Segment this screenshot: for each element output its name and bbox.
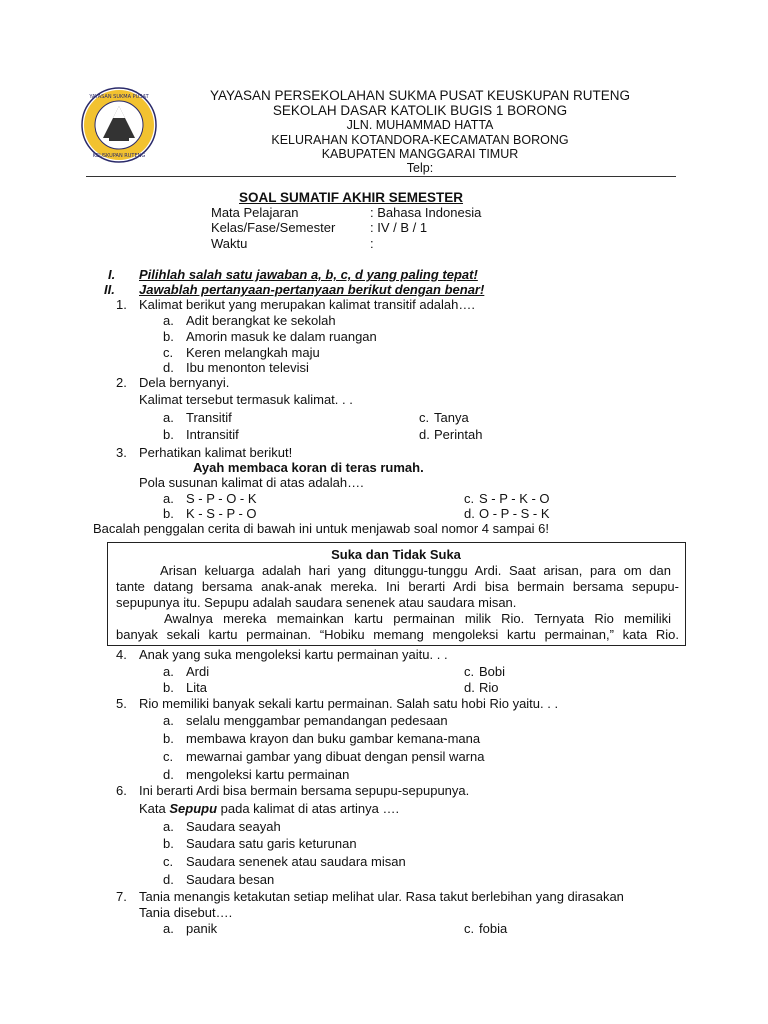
option-text: selalu menggambar pemandangan pedesaan <box>186 713 448 728</box>
question-number: 5. <box>116 696 127 711</box>
question-text: Perhatikan kalimat berikut! <box>139 445 293 460</box>
option-letter: a. <box>163 921 174 936</box>
field-label-subject: Mata Pelajaran <box>211 205 299 220</box>
story-line: banyak sekali kartu permainan. “Hobiku memang mengoleksi kartu permainan,” kata Rio. <box>116 627 679 642</box>
field-label-class: Kelas/Fase/Semester <box>211 220 336 235</box>
option-text: O - P - S - K <box>479 506 550 521</box>
option-letter: c. <box>163 345 174 360</box>
header-telp: Telp: <box>406 161 434 175</box>
option-text: Ibu menonton televisi <box>186 360 309 375</box>
option-text: K - S - P - O <box>186 506 257 521</box>
story-title: Suka dan Tidak Suka <box>331 547 461 562</box>
field-value-subject: : Bahasa Indonesia <box>370 205 482 220</box>
header-kabupaten: KABUPATEN MANGGARAI TIMUR <box>321 147 519 161</box>
option-text: mengoleksi kartu permainan <box>186 767 350 782</box>
text-suffix: pada kalimat di atas artinya …. <box>217 801 400 816</box>
option-letter: d. <box>163 767 174 782</box>
option-letter: d. <box>464 506 475 521</box>
header-street: JLN. MUHAMMAD HATTA <box>346 118 494 132</box>
option-text: Perintah <box>434 427 483 442</box>
story-line: Awalnya mereka memainkan kartu permainan milik Rio. Ternyata Rio memiliki <box>164 611 671 626</box>
story-line: Arisan keluarga adalah hari yang ditunggu-tunggu Ardi. Saat arisan, para om dan <box>160 563 671 578</box>
option-letter: b. <box>163 329 174 344</box>
story-line: sepupunya itu. Sepupu adalah saudara senenek atau saudara misan. <box>116 595 517 610</box>
question-text-2 <box>139 801 399 817</box>
option-text: Ardi <box>186 664 210 679</box>
option-text: Amorin masuk ke dalam ruangan <box>186 329 377 344</box>
option-text: Bobi <box>479 664 506 679</box>
header-school-name: SEKOLAH DASAR KATOLIK BUGIS 1 BORONG <box>272 103 568 118</box>
option-letter: c. <box>464 664 475 679</box>
option-letter: a. <box>163 713 174 728</box>
story-line: tante datang bersama anak-anak mereka. Ini berarti Ardi bisa bermain bersama sepupu- <box>116 579 679 594</box>
option-letter: c. <box>464 491 475 506</box>
option-letter: d. <box>163 872 174 887</box>
option-letter: a. <box>163 819 174 834</box>
header-kelurahan: KELURAHAN KOTANDORA-KECAMATAN BORONG <box>271 133 569 147</box>
option-text: Rio <box>479 680 499 695</box>
option-text: Transitif <box>186 410 232 425</box>
option-text: panik <box>186 921 218 936</box>
question-number: 3. <box>116 445 127 460</box>
example-sentence: Ayah membaca koran di teras rumah. <box>193 460 424 475</box>
highlighted-word: Sepupu <box>169 801 218 816</box>
option-letter: a. <box>163 491 174 506</box>
option-text: Saudara senenek atau saudara misan <box>186 854 406 869</box>
option-letter: b. <box>163 506 174 521</box>
option-text: Lita <box>186 680 207 695</box>
text-prefix: Kata <box>139 801 170 816</box>
instruction-numeral-2: II. <box>104 282 115 297</box>
question-text-2: Pola susunan kalimat di atas adalah…. <box>139 475 364 490</box>
option-text: fobia <box>479 921 508 936</box>
option-text: Saudara besan <box>186 872 275 887</box>
option-text: Intransitif <box>186 427 239 442</box>
reading-instruction: Bacalah penggalan cerita di bawah ini untuk menjawab soal nomor 4 sampai 6! <box>93 521 550 536</box>
question-text: Tania menangis ketakutan setiap melihat ular. Rasa takut berlebihan yang dirasakan <box>139 889 624 904</box>
question-number: 4. <box>116 647 127 662</box>
question-number: 2. <box>116 375 127 390</box>
option-text: Saudara seayah <box>186 819 281 834</box>
question-text: Ini berarti Ardi bisa bermain bersama sepupu-sepupunya. <box>139 783 470 798</box>
instruction-text-2: Jawablah pertanyaan-pertanyaan berikut dengan benar! <box>139 282 485 297</box>
exam-title: SOAL SUMATIF AKHIR SEMESTER <box>239 190 464 205</box>
header-foundation: YAYASAN PERSEKOLAHAN SUKMA PUSAT KEUSKUPAN RUTENG <box>209 88 631 103</box>
option-text: S - P - K - O <box>479 491 550 506</box>
option-letter: d. <box>464 680 475 695</box>
instruction-numeral-1: I. <box>108 267 116 282</box>
option-text: S - P - O - K <box>186 491 257 506</box>
option-letter: a. <box>163 664 174 679</box>
option-letter: b. <box>163 731 174 746</box>
logo-text-top: YAYASAN SUKMA PUSAT <box>89 94 149 100</box>
option-text: Keren melangkah maju <box>186 345 320 360</box>
question-text: Dela bernyanyi. <box>139 375 230 390</box>
option-letter: b. <box>163 427 174 442</box>
option-letter: c. <box>419 410 430 425</box>
question-text: Kalimat berikut yang merupakan kalimat transitif adalah…. <box>139 297 475 312</box>
option-letter: c. <box>163 854 174 869</box>
question-number: 1. <box>116 297 127 312</box>
option-letter: d. <box>419 427 430 442</box>
option-text: Tanya <box>434 410 469 425</box>
option-letter: d. <box>163 360 174 375</box>
option-letter: c. <box>464 921 475 936</box>
option-letter: b. <box>163 836 174 851</box>
field-label-time: Waktu <box>211 236 248 251</box>
option-text: Adit berangkat ke sekolah <box>186 313 336 328</box>
option-letter: a. <box>163 313 174 328</box>
question-text-2: Tania disebut…. <box>139 905 233 920</box>
question-number: 6. <box>116 783 127 798</box>
option-text: mewarnai gambar yang dibuat dengan pensil warna <box>186 749 485 764</box>
question-number: 7. <box>116 889 127 904</box>
option-letter: c. <box>163 749 174 764</box>
header-divider <box>86 176 676 177</box>
question-text: Anak yang suka mengoleksi kartu permainan yaitu. . . <box>139 647 448 662</box>
question-text-2: Kalimat tersebut termasuk kalimat. . . <box>139 392 353 407</box>
school-seal-icon <box>80 86 158 164</box>
question-text: Rio memiliki banyak sekali kartu permainan. Salah satu hobi Rio yaitu. . . <box>139 696 559 711</box>
instruction-text-1: Pilihlah salah satu jawaban a, b, c, d yang paling tepat! <box>139 267 478 282</box>
option-letter: a. <box>163 410 174 425</box>
option-letter: b. <box>163 680 174 695</box>
logo-text-bottom: KEUSKUPAN RUTENG <box>92 153 146 159</box>
school-logo <box>80 86 158 164</box>
option-text: Saudara satu garis keturunan <box>186 836 357 851</box>
field-value-time: : <box>370 236 374 251</box>
field-value-class: : IV / B / 1 <box>370 220 428 235</box>
option-text: membawa krayon dan buku gambar kemana-mana <box>186 731 481 746</box>
story-box <box>107 542 686 646</box>
